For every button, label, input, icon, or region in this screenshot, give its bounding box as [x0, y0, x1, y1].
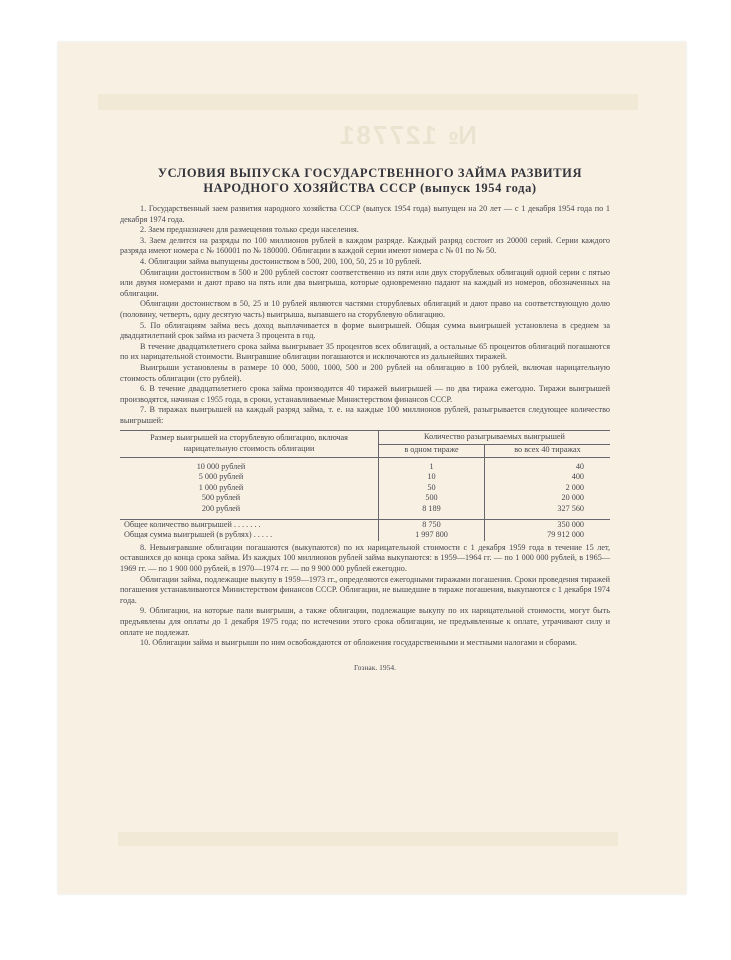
printer-imprint: Гознак. 1954.: [353, 662, 396, 672]
prize-size: 500 рублей: [120, 493, 379, 504]
total-all: 79 912 000: [547, 530, 584, 540]
table-row: [120, 462, 610, 473]
bleed-through-band-top: [98, 94, 638, 110]
prize-count-header: Количество разыгрываемых выигрышей: [379, 431, 611, 444]
clause-10: 10. Облигации займа и выигрыши по ним освобождаются от обложения государственными и местными налогами и сборами.: [140, 638, 577, 648]
prize-size-header: Размер выигрышей на сторублевую облигацию, включая нарицательную стоимость облигации: [120, 431, 379, 457]
table-row: [120, 483, 610, 494]
bleed-through-number: № 127781: [338, 120, 477, 150]
clause-5-par-3: Выигрыши установлены в размере 10 000, 5000, 1000, 500 и 200 рублей на облигацию в 100 рублей, включая нарицательную стоимость облигации (сто рублей).: [120, 362, 610, 383]
bleed-through-band-bottom: [118, 832, 618, 846]
clause-7: 7. В тиражах выигрышей на каждый разряд займа, т. е. на каждые 100 миллионов рублей, разыгрывается следующее количество выигрышей:: [120, 405, 610, 425]
total-one: 8 750: [379, 519, 485, 530]
clause-8: 8. Невыигравшие облигации погашаются (выкупаются) по их нарицательной стоимости с 1 декабря 1959 года в течение 15 лет, оставшихся до конца срока займа. Из каждых 100 миллионов рублей займа выкупаются: в 1959—1964 гг. — по 1 000 000 рублей, в 1965—1969 гг. — по 1 900 000 рублей, в 1970—1974 гг. — по 9 900 000 рублей ежегодно.: [120, 542, 610, 573]
prize-count-one: 8 189: [379, 504, 485, 515]
prize-count-all: 2 000: [565, 482, 584, 492]
prize-table: [120, 430, 610, 540]
clause-3: 3. Заем делится на разряды по 100 миллионов рублей в каждом разряде. Каждый разряд состоит из 20000 серий. Серии каждого разряда имеют номера с № 160001 по № 180000. Облигации в каждой серии имеют номера с № 01 по № 50.: [120, 235, 610, 256]
conditions-text: [120, 166, 610, 673]
title-line-1: УСЛОВИЯ ВЫПУСКА ГОСУДАРСТВЕННОГО ЗАЙМА РАЗВИТИЯ: [157, 166, 583, 180]
clause-1: 1. Государственный заем развития народного хозяйства СССР (выпуск 1954 года) выпущен на 20 лет — с 1 декабря 1954 года по 1 декабря 1974 года.: [120, 204, 610, 224]
clause-5-par-2: В течение двадцатилетнего срока займа выигрывает 35 процентов всех облигаций, а остальные 65 процентов облигаций погашаются по их нарицательной стоимости. Выигравшие облигации погашаются и исключаются из дальнейших тиражей.: [120, 341, 610, 362]
clause-8-par-2: Облигации займа, подлежащие выкупу в 1959—1973 гг., определяются ежегодными тиражами погашения. Сроки проведения тиражей погашения устанавливаются Министерством финансов СССР. Облигации, не вышедшие в тираже погашения, выкупаются с 1 декабря 1974 года.: [120, 574, 610, 605]
table-row: [120, 504, 610, 515]
prize-count-all: 40: [575, 461, 584, 471]
title-line-2: НАРОДНОГО ХОЗЯЙСТВА СССР (выпуск 1954 года): [203, 181, 537, 195]
table-row: [120, 472, 610, 483]
table-total-row: [120, 530, 610, 541]
prize-count-all: 327 560: [557, 504, 584, 514]
prize-count-all: 20 000: [561, 493, 584, 503]
total-all: 350 000: [485, 519, 611, 530]
total-label: Общая сумма выигрышей (в рублях) . . . . .: [120, 530, 379, 541]
total-label: Общее количество выигрышей . . . . . . .: [120, 519, 379, 530]
clause-9: 9. Облигации, на которые пали выигрыши, а также облигации, подлежащие выкупу по их нарицательной стоимости, могут быть предъявлены для оплаты до 1 декабря 1975 года; по истечении этого срока облигации, не предъявленные к оплате, утрачивают силу и оплате не подлежат.: [120, 606, 610, 637]
prize-size: 5 000 рублей: [120, 472, 379, 483]
prize-count-one: 10: [379, 472, 485, 483]
prize-size: 1 000 рублей: [120, 483, 379, 494]
all-draws-header: во всех 40 тиражах: [485, 444, 611, 457]
clause-6: 6. В течение двадцатилетнего срока займа производится 40 тиражей выигрышей — по два тиража ежегодно. Тиражи выигрышей производятся, начиная с 1955 года, в сроки, устанавливаемые Министерством финансов СССР.: [120, 384, 610, 404]
clause-2: 2. Заем предназначен для размещения только среди населения.: [140, 225, 359, 235]
total-one: 1 997 800: [379, 530, 485, 541]
clause-4-par-3: Облигации достоинством в 50, 25 и 10 рублей являются частями сторублевых облигаций и дают право на соответствующую долю (половину, четверть, одну десятую часть) выигрыша, выпавшего на сторублевую облигацию.: [120, 299, 610, 319]
clause-5: 5. По облигациям займа весь доход выплачивается в форме выигрышей. Общая сумма выигрышей установлена в среднем за двадцатилетний срок займа из расчета 3 процента в год.: [120, 320, 610, 341]
table-row: [120, 493, 610, 504]
clause-4-par-2: Облигации достоинством в 500 и 200 рублей состоят соответственно из пяти или двух сторублевых облигаций одной серии с пятью или двумя номерами и дают право на пять или два выигрыша, которые одновременно падают на каждый из номеров, обозначенных на облигации.: [120, 267, 610, 298]
one-draw-header: в одном тираже: [379, 444, 485, 457]
clause-4: 4. Облигации займа выпущены достоинством в 500, 200, 100, 50, 25 и 10 рублей.: [140, 256, 422, 266]
table-total-row: [120, 519, 610, 530]
prize-size: 200 рублей: [120, 504, 379, 515]
prize-count-one: 50: [379, 483, 485, 494]
document-title: [130, 166, 610, 196]
prize-size: 10 000 рублей: [120, 462, 379, 473]
prize-count-one: 1: [379, 462, 485, 473]
prize-count-all: 400: [571, 472, 584, 482]
prize-count-one: 500: [379, 493, 485, 504]
